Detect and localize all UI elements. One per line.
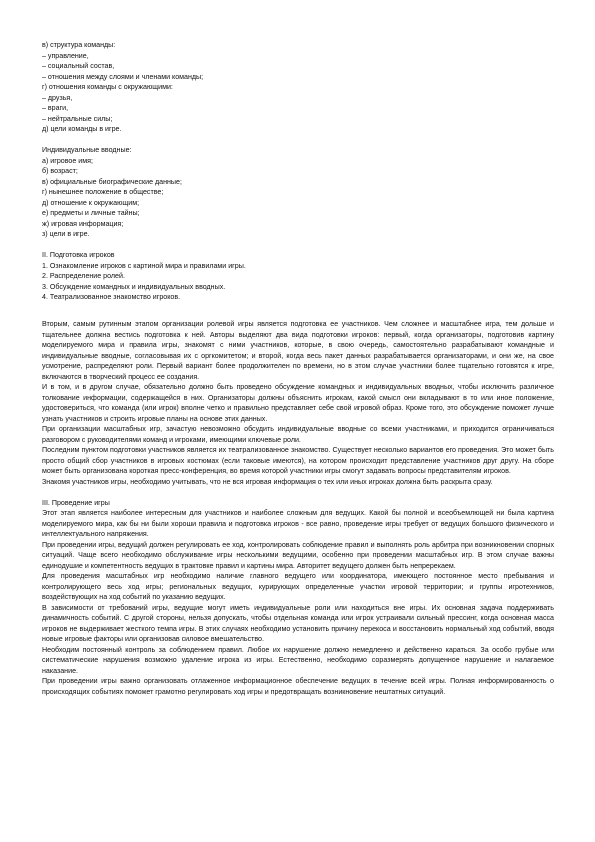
paragraph: И в том, и в другом случае, обязательно должно быть проведено обсуждение командных и индивидуальных вводных, чтобы исключить различное толкование информации, содержащейся в них. Организаторы должны объяснить игрокам, какой смысл они вкладывают в то или иное положение, удостовериться, что команда (или игрок) вполне четко и правильно представляет себе свой игровой образ. Кроме того, это обсуждение поможет лучше узнать участников и строить игровые планы на основе этих данных.: [42, 383, 554, 423]
list-item: ж) игровая информация;: [42, 219, 124, 228]
list-item: г) нынешнее положение в обществе;: [42, 188, 164, 196]
list-item: е) предметы и личные тайны;: [42, 209, 140, 217]
list-item: в) структура команды:: [42, 41, 116, 49]
team-structure-block: [42, 40, 554, 135]
spacer: [42, 240, 554, 251]
list-item: – управление,: [42, 51, 89, 60]
list-item: 4. Театрализованное знакомство игроков.: [42, 293, 181, 301]
list-item: – враги,: [42, 104, 69, 112]
list-item: – друзья,: [42, 93, 73, 102]
individual-inputs-title: Индивидуальные вводные:: [42, 146, 132, 154]
list-item: д) цели команды в игре.: [42, 125, 122, 133]
list-item: 1. Ознакомление игроков с картиной мира и правилами игры.: [42, 261, 246, 270]
section-title: II. Подготовка игроков: [42, 251, 115, 259]
paragraph: Необходим постоянный контроль за соблюдением правил. Любое их нарушение должно немедленно и действенно караться. За особо грубые или систематические нарушения возможно удаление игрока из игры. Естественно, необходимо соразмерять допущенное нарушение и налагаемое наказание.: [42, 645, 554, 675]
spacer: [42, 487, 554, 498]
paragraph: Вторым, самым рутинным этапом организации ролевой игры является подготовка ее участников. Чем сложнее и масштабнее игра, тем дольше и тщательнее должна вестись подготовка к ней. Авторы выделяют два вида подготовки игроков: первый, когда организаторы, подготовив картину моделируемого мира и правила игры, знакомят с ними участников, которые, в свою очередь, самостоятельно разрабатывают командные и индивидуальные вводные, согласовывая их с оргкомитетом; и второй, когда весь пакет данных разрабатывается организаторами, и они же, на свое усмотрение, распределяют роли. Первый вариант более продолжителен по времени, но в этом случае участники более тщательно готовятся к игре, включаются в творческий процесс ее создания.: [42, 320, 554, 381]
paragraph: Для проведения масштабных игр необходимо наличие главного ведущего или координатора, имеющего постоянное место пребывания и контролирующего весь ход игры; региональных ведущих, курирующих определенные участки игровой территории; и группы игротехников, воздействующих на ход событий по указанию ведущих.: [42, 572, 554, 601]
section-player-preparation: [42, 250, 554, 487]
paragraph: В зависимости от требований игры, ведущие могут иметь индивидуальные роли или находиться вне игры. Их основная задача поддерживать динамичность событий. С другой стороны, нельзя допускать, чтобы отдельная команда или игрок устраивали сильный прессинг, когда основная масса игроков не выдерживает жесткого темпа игры. В этих случаях необходимо установить причину перекоса и восстановить нормальный ход событий, вводя новые игровые факторы или организовав силовое вмешательство.: [42, 603, 554, 643]
list-item: д) отношение к окружающим;: [42, 198, 140, 207]
list-item: б) возраст;: [42, 167, 78, 175]
spacer: [42, 303, 554, 314]
list-item: – нейтральные силы;: [42, 114, 113, 123]
list-item: 2. Распределение ролей.: [42, 272, 125, 280]
paragraph: При проведении игры, ведущий должен регулировать ее ход, контролировать соблюдение правил и выполнять роль арбитра при возникновении спорных ситуаций. Чаще всего необходимо обслуживание игры несколькими ведущими, особенно при проведении масштабных игр. В этом случае важны единодушие и компетентность ведущих в трактовке правил и картины мира. Авторитет ведущего должен быть непререкаем.: [42, 540, 554, 570]
paragraph: Последним пунктом подготовки участников является их театрализованное знакомство. Существует несколько вариантов его проведения. Это может быть просто общий сбор участников в игровых костюмах (если таковые имеются), на котором происходит представление участников друг другу. На сборе может быть организована короткая пресс-конференция, во время которой участники игры смогут задавать вопросы представителям игроков.: [42, 446, 554, 475]
list-item: в) официальные биографические данные;: [42, 177, 182, 186]
list-item: – отношения между слоями и членами команды;: [42, 72, 204, 81]
list-item: г) отношения команды с окружающими:: [42, 83, 173, 91]
paragraph: При проведении игры важно организовать отлаженное информационное обеспечение ведущих в течение всей игры. Полная информированность о происходящих событиях поможет грамотно регулировать ход игры и предотвращать возникновение нештатных ситуаций.: [42, 677, 554, 696]
list-item: 3. Обсуждение командных и индивидуальных вводных.: [42, 282, 226, 291]
list-item: а) игровое имя;: [42, 156, 93, 165]
section-title: III. Проведение игры: [42, 498, 110, 507]
list-item: – социальный состав,: [42, 62, 115, 70]
section-game-conduct: [42, 498, 554, 698]
paragraph: Знакомя участников игры, необходимо учитывать, что не вся игровая информация о тех или иных игроках должна быть раскрыта сразу.: [42, 477, 493, 486]
individual-inputs-block: [42, 145, 554, 240]
paragraph: Этот этап является наиболее интересным для участников и наиболее сложным для ведущих. Какой бы полной и всеобъемлющей ни была картина моделируемого мира, как бы ни были хороши правила и подготовка игроков - все равно, проведение игры требует от ведущих большого физического и интеллектуального напряжения.: [42, 509, 554, 538]
list-item: з) цели в игре.: [42, 230, 90, 238]
paragraph: При организации масштабных игр, зачастую невозможно обсудить индивидуальные вводные со всеми участниками, и приходится ограничиваться разговором с руководителями команд и игроками, имеющими ключевые роли.: [42, 425, 554, 444]
spacer: [42, 135, 554, 146]
